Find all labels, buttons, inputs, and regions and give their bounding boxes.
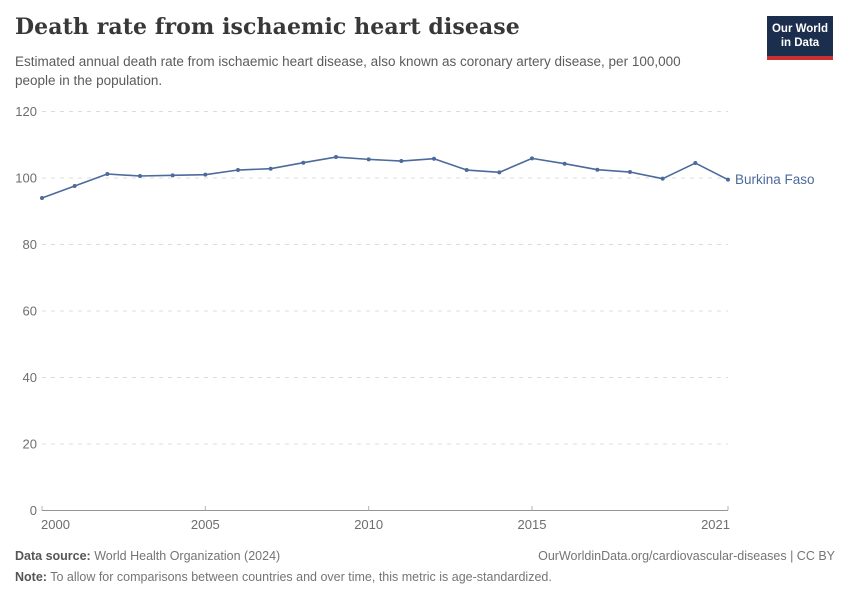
data-point[interactable] [105,172,109,176]
data-point[interactable] [530,156,534,160]
chart-subtitle: Estimated annual death rate from ischaemic heart disease, also known as coronary artery disease, per 100,000 people in the population. [15,54,681,89]
y-tick-label: 100 [15,170,37,186]
owid-logo [767,16,833,60]
data-point[interactable] [301,161,305,165]
owid-logo-underline [767,56,833,60]
chart-footer [15,546,835,588]
owid-logo-line1: Our World [771,23,828,35]
data-point[interactable] [432,157,436,161]
data-point[interactable] [367,157,371,161]
data-source-label: Data source: [15,549,91,563]
data-point[interactable] [73,184,77,188]
data-point[interactable] [465,168,469,172]
data-point[interactable] [269,167,273,171]
x-tick-label: 2021 [701,517,730,532]
data-point[interactable] [497,170,501,174]
owid-logo-box [767,16,833,56]
note-text: To allow for comparisons between countries and over time, this metric is age-standardized. [46,570,552,584]
x-tick-label: 2015 [517,517,547,532]
y-tick-label: 20 [22,436,37,452]
data-point[interactable] [726,178,730,182]
data-source-text: World Health Organization (2024) [90,549,281,563]
data-point[interactable] [171,173,175,177]
data-point[interactable] [628,170,632,174]
x-tick-label: 2000 [41,517,70,532]
y-tick-label: 120 [15,104,37,119]
owid-logo-line2: in Data [780,37,820,50]
y-tick-label: 80 [22,237,37,252]
data-point[interactable] [334,155,338,159]
citation-link[interactable]: OurWorldinData.org/cardiovascular-diseases | CC BY [538,549,835,563]
data-point[interactable] [138,174,142,178]
data-point[interactable] [563,162,567,166]
data-point[interactable] [236,168,240,172]
note [15,570,552,584]
data-point[interactable] [693,161,697,165]
y-tick-label: 60 [22,303,37,319]
series-end-label[interactable]: Burkina Faso [735,172,815,188]
y-tick-label: 0 [29,503,37,518]
data-point[interactable] [203,173,207,177]
data-point[interactable] [595,168,599,172]
y-tick-label: 40 [22,370,37,385]
note-label: Note: [15,570,47,584]
line-chart[interactable] [0,95,850,545]
page-title: Death rate from ischaemic heart disease [15,14,520,40]
data-point[interactable] [661,177,665,181]
data-point[interactable] [40,196,44,200]
data-source [15,546,280,567]
x-tick-label: 2005 [190,517,220,532]
x-tick-label: 2010 [354,517,384,532]
data-point[interactable] [399,159,403,163]
